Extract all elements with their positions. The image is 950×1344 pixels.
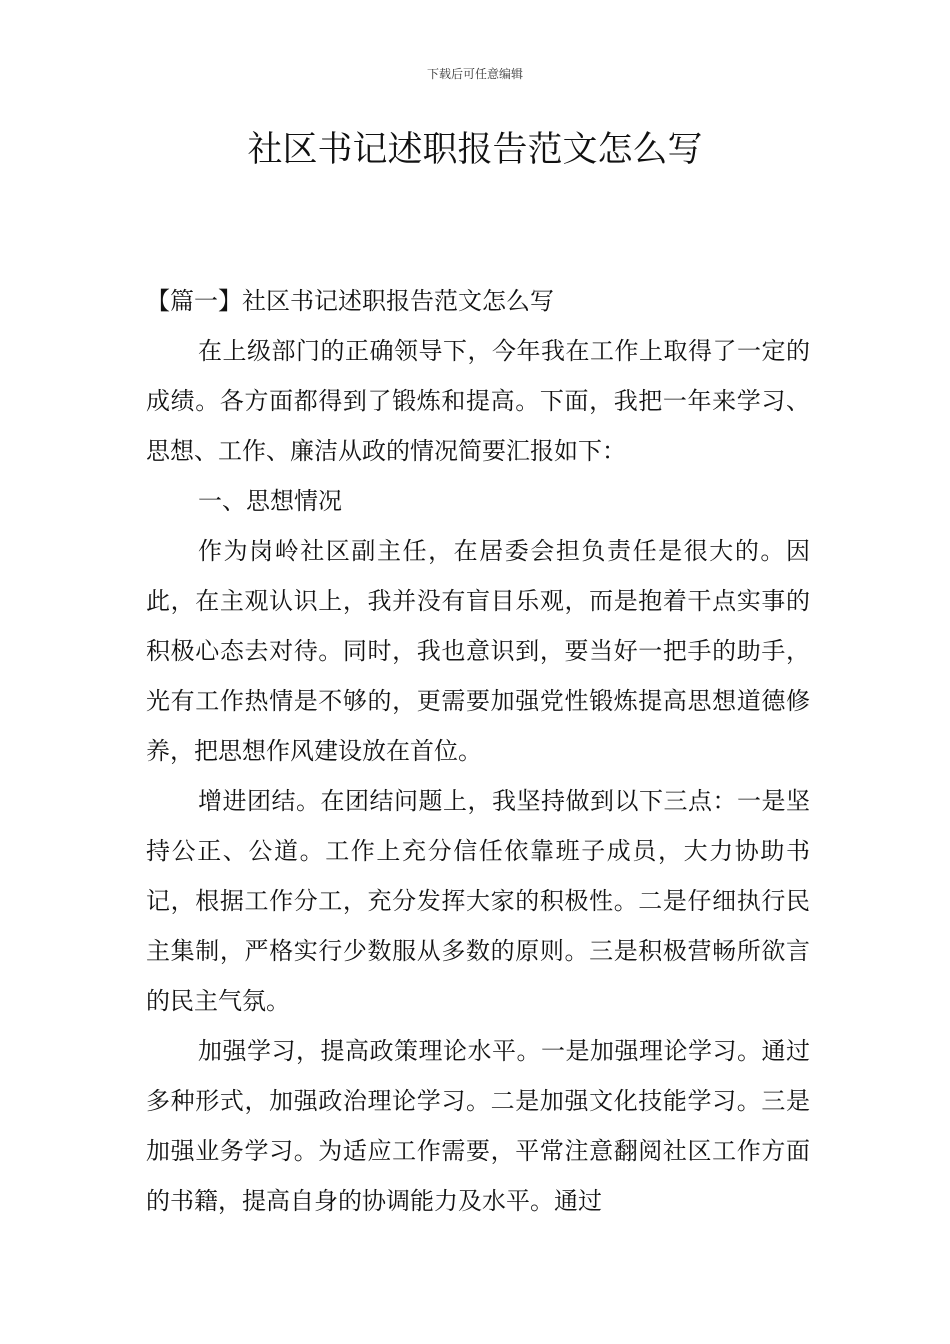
paragraph-study: 加强学习，提高政策理论水平。一是加强理论学习。通过多种形式，加强政治理论学习。二是加强文化技能学习。三是加强业务学习。为适应工作需要，平常注意翻阅社区工作方面的书籍，提高自身的协调能力及水平。通过 <box>146 1037 810 1215</box>
paragraph-intro: 在上级部门的正确领导下，今年我在工作上取得了一定的成绩。各方面都得到了锻炼和提高。下面，我把一年来学习、思想、工作、廉洁从政的情况简要汇报如下： <box>146 337 810 465</box>
document-body <box>146 276 810 1226</box>
subheading-thought: 一、思想情况 <box>198 487 342 515</box>
document-title: 社区书记述职报告范文怎么写 <box>247 130 703 170</box>
paragraph-unity: 增进团结。在团结问题上，我坚持做到以下三点：一是坚持公正、公道。工作上充分信任依靠班子成员，大力协助书记，根据工作分工，充分发挥大家的积极性。二是仔细执行民主集制，严格实行少数服从多数的原则。三是积极营畅所欲言的民主气氛。 <box>146 787 810 1015</box>
header-note: 下载后可任意编辑 <box>426 67 523 81</box>
section-heading: 【篇一】社区书记述职报告范文怎么写 <box>146 287 554 315</box>
paragraph-thought: 作为岗岭社区副主任，在居委会担负责任是很大的。因此，在主观认识上，我并没有盲目乐观，而是抱着干点实事的积极心态去对待。同时，我也意识到，要当好一把手的助手，光有工作热情是不够的，更需要加强党性锻炼提高思想道德修养，把思想作风建设放在首位。 <box>146 537 810 765</box>
